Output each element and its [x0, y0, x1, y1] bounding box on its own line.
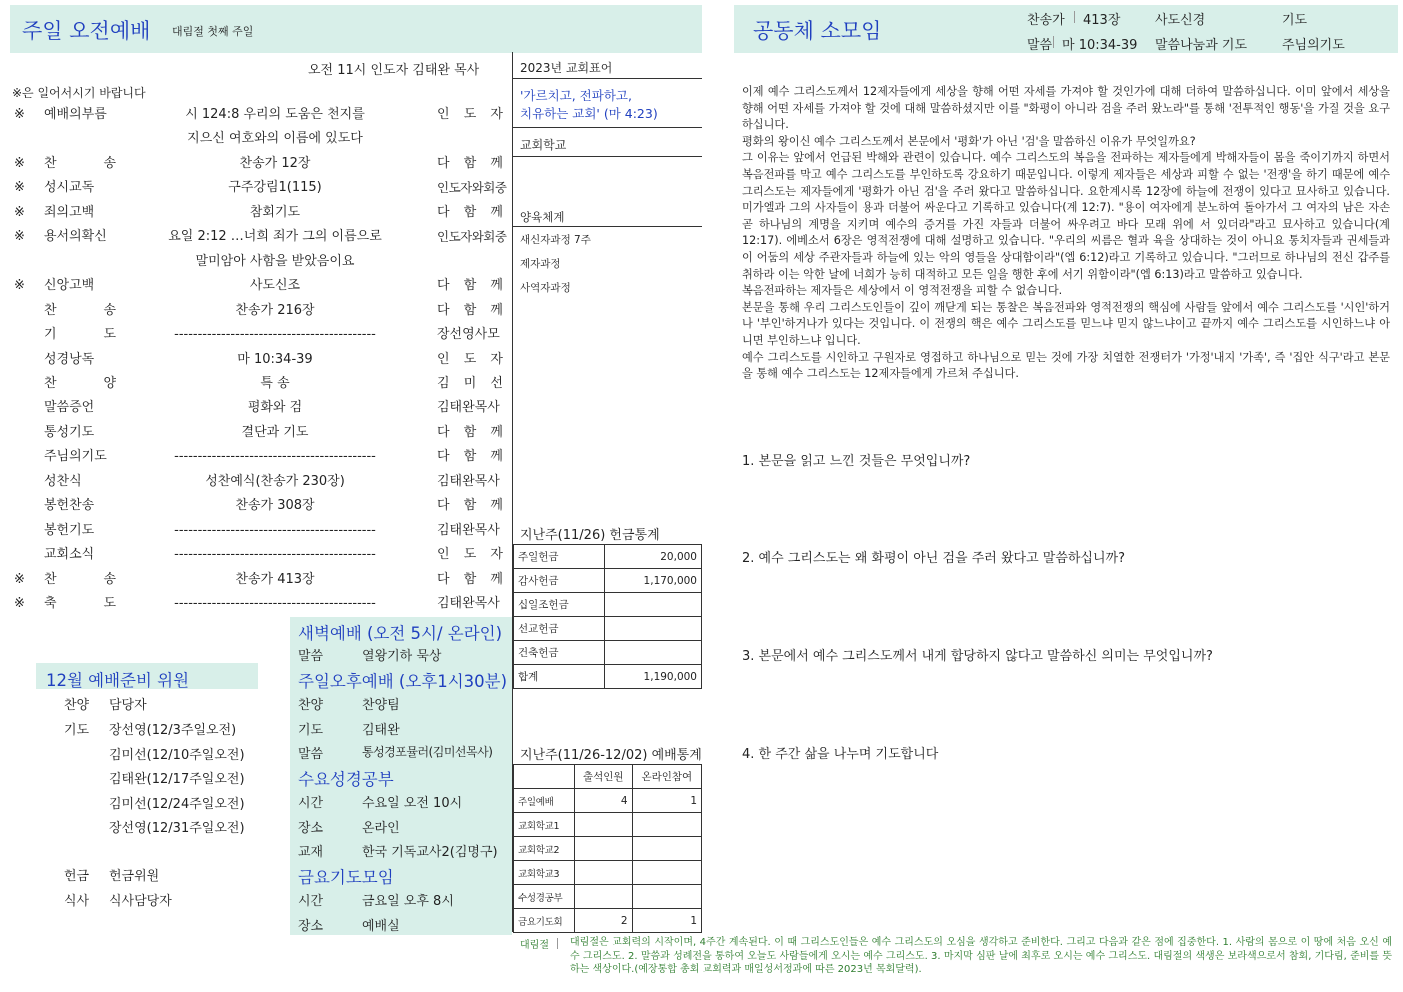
order-item-name: 기 도: [44, 327, 116, 343]
attendance-category: 금요기도회: [514, 909, 575, 933]
question-3: 3. 본문에서 예수 그리스도께서 내게 합당하지 않다고 말씀하신 의미는 무엇입니까?: [742, 649, 1213, 664]
offering-amount: 1,190,000: [605, 665, 702, 689]
training-item-3: 사역자과정: [520, 282, 571, 294]
order-item-leader: 인 도 자: [437, 107, 503, 122]
afternoon-row-label: 찬양: [298, 698, 324, 713]
header-hymn-value: 413장: [1083, 13, 1121, 28]
advent-text: 대림절은 교회력의 시작이며, 4주간 계속된다. 이 때 그리스도인들은 예수 그리스도의 오심을 생각하고 준비한다. 그리고 다음과 같은 점에 집중한다. 1. 사람의 몸으로 이 땅에 처음 오신 예수 그리스도. 2. 말씀과 성례전을 통하여 오늘도 사람들에게 오시는 예수 그리스도. 3. 마지막 심판 날에 최후로 오시는 예수 그리스도. 대림절의 색생은 보라색으로서 참회, 기다림, 준비를 뜻하는 색상이다.(예장통합 총회 교회력과 매일성서정과에 따른 2023년 목회달력).: [570, 937, 1392, 975]
question-4: 4. 한 주간 삶을 나누며 기도합니다: [742, 747, 939, 762]
order-row: [0, 421, 510, 445]
order-item-content: 요일 2:12 …너희 죄가 그의 이름으로: [168, 229, 382, 245]
header-word-label: 말씀: [1027, 38, 1053, 53]
page-subtitle: 대림절 첫째 주일: [172, 25, 254, 38]
order-item-content: 구주강림1(115): [228, 180, 322, 196]
order-row: [0, 299, 510, 323]
order-row: [0, 323, 510, 347]
friday-row-label: 장소: [298, 918, 324, 934]
friday-title: 금요기도모임: [298, 868, 394, 887]
order-row: [0, 152, 510, 176]
offering-amount: 20,000: [605, 545, 702, 569]
attendance-count: [632, 885, 701, 909]
school-label: 교회학교: [520, 138, 567, 152]
attendance-count: [575, 813, 633, 837]
training-label: 양육체계: [520, 210, 565, 224]
header-creed: 사도신경: [1155, 13, 1206, 28]
wednesday-row-label: 시간: [298, 796, 324, 811]
attendance-row: [514, 813, 702, 837]
order-row: [0, 250, 510, 274]
order-item-leader: 김태완목사: [437, 400, 500, 416]
stand-mark: ※: [14, 596, 25, 611]
school-rule: [513, 156, 702, 157]
order-row: [0, 494, 510, 518]
attendance-count: 4: [575, 789, 633, 813]
attendance-header: 온라인참여: [632, 765, 701, 789]
header-sharing: 말씀나눔과 기도: [1155, 38, 1248, 53]
order-item-content: 결단과 기도: [241, 424, 309, 440]
order-row: [0, 348, 510, 372]
order-item-name: 교회소식: [44, 547, 95, 563]
order-row: [0, 396, 510, 420]
training-item-1: 새신자과정 7주: [520, 234, 591, 246]
order-item-leader: 다 함 께: [437, 424, 503, 440]
order-item-content: 특 송: [260, 375, 290, 391]
offering-row: [514, 545, 702, 569]
order-row: [0, 274, 510, 298]
offering-row: [514, 665, 702, 689]
offering-table: [513, 544, 702, 689]
order-item-content: 참회기도: [249, 204, 301, 220]
training-rule: [513, 226, 702, 227]
afternoon-row-value: 통성경포뮬러(김미선목사): [362, 745, 493, 759]
order-item-leader: 다 함 께: [437, 155, 503, 171]
order-item-leader: 다 함 께: [437, 302, 503, 318]
offering-row: [514, 617, 702, 641]
order-of-worship: [0, 103, 510, 613]
order-item-name: 봉헌찬송: [44, 498, 95, 514]
order-item-content: -------------------------------------------: [174, 522, 376, 538]
sermon-paragraph: 평화의 왕이신 예수 그리스도께서 본문에서 '평화'가 아닌 '검'을 말씀하신 이유가 무엇일까요?: [742, 134, 1196, 148]
order-item-leader: 다 함 께: [437, 498, 503, 514]
order-item-name: 말씀증언: [44, 400, 95, 416]
attendance-count: [632, 837, 701, 861]
attendance-count: 2: [575, 909, 633, 933]
wednesday-row-label: 교재: [298, 845, 324, 860]
order-item-content: 성찬예식(찬송가 230장): [205, 473, 345, 489]
afternoon-row-value: 찬양팀: [362, 698, 400, 713]
attendance-header-row: [514, 765, 702, 789]
service-info: 오전 11시 인도자 김태완 목사: [308, 63, 480, 78]
attendance-category: 교회학교3: [514, 861, 575, 885]
question-2: 2. 예수 그리스도는 왜 화평이 아닌 검을 주러 왔다고 말씀하십니까?: [742, 551, 1126, 566]
order-item-name: 축 도: [44, 596, 116, 611]
committee-prayer-item: 김미선(12/24주일오전): [109, 796, 245, 812]
order-item-content: 찬송가 308장: [235, 498, 315, 514]
attendance-count: [575, 885, 633, 909]
committee-meal-label: 식사: [64, 894, 90, 909]
order-row: [0, 445, 510, 469]
order-item-content: 지으신 여호와의 이름에 있도다: [187, 131, 363, 147]
order-item-content: 평화와 검: [247, 400, 303, 416]
stand-mark: ※: [14, 204, 25, 220]
order-row: [0, 592, 510, 616]
attendance-row: [514, 861, 702, 885]
order-item-leader: 다 함 께: [437, 278, 503, 294]
order-item-name: 성경낭독: [44, 351, 95, 367]
afternoon-row-value: 김태완: [362, 722, 400, 738]
attendance-row: [514, 789, 702, 813]
order-item-name: 죄의고백: [44, 204, 95, 220]
order-item-content: -------------------------------------------: [174, 596, 376, 611]
wednesday-row-value: 온라인: [362, 820, 400, 836]
attendance-count: [575, 861, 633, 885]
offering-category: 건축헌금: [514, 641, 605, 665]
wednesday-row-label: 장소: [298, 820, 324, 836]
order-item-name: 찬 양: [44, 375, 116, 391]
order-row: [0, 127, 510, 151]
order-item-name: 신앙고백: [44, 278, 95, 294]
committee-praise-value: 담당자: [109, 698, 147, 713]
committee-prayer-item: 장선영(12/31주일오전): [109, 821, 245, 836]
order-item-name: 예배의부름: [44, 107, 107, 122]
committee-offering-label: 헌금: [64, 869, 90, 884]
order-item-name: 성시교독: [44, 180, 95, 196]
training-item-2: 제자과정: [520, 258, 561, 270]
order-row: [0, 103, 510, 127]
stand-mark: ※: [14, 180, 25, 196]
attendance-header: 출석인원: [575, 765, 633, 789]
order-item-leader: 장선영사모: [437, 327, 500, 343]
question-1: 1. 본문을 읽고 느낀 것들은 무엇입니까?: [742, 454, 971, 469]
order-item-leader: 다 함 께: [437, 449, 503, 465]
order-item-name: 통성기도: [44, 424, 95, 440]
attendance-header: [514, 765, 575, 789]
header-divider-2: [1053, 36, 1054, 48]
attendance-count: [632, 861, 701, 885]
afternoon-row-label: 기도: [298, 722, 324, 738]
order-item-content: 말미암아 사함을 받았음이요: [195, 253, 355, 269]
attendance-category: 주일예배: [514, 789, 575, 813]
dawn-label: 말씀: [298, 649, 324, 664]
order-item-content: 찬송가 413장: [235, 571, 315, 587]
order-item-leader: 인도자와회중: [437, 180, 507, 196]
order-item-content: -------------------------------------------: [174, 327, 376, 343]
sermon-paragraph: 이제 예수 그리스도께서 12제자들에게 세상을 향해 어떤 자세를 가져야 할 것인가에 대해 더하여 말씀하십니다. 이미 앞에서 세상을 향해 어떤 자세를 가져야 할 것에 대해 말씀하셨지만 이를 "화평이 아니라 검을 주러 왔노라"를 통해 '전투적인 행동'을 가질 것을 요구하십니다.: [742, 85, 1390, 132]
sermon-paragraph: 그 이유는 앞에서 언급된 박해와 관련이 있습니다. 예수 그리스도의 복음을 전파하는 제자들에게 박해자들이 몸을 죽이기까지 하면서 복음전파를 막고 예수 그리스도를 부인하도록 강요하기 때문입니다. 이렇게 제자들은 세상과 피할 수 없는 '전쟁'을 하기 때문에 예수 그리스도는 제자들에게 '평화가 아닌 검'을 주러 왔다고 말씀하십니다. 요한계시록 12장에 하늘에 전쟁이 있다고 묘사하고 있습니다. 미가엘과 그의 사자들이 용과 더불어 싸운다고 기록하고 있습니다(계 12:7). "용이 여자에게 분노하여 돌아가서 그 여자의 남은 자손 곧 하나님의 계명을 지키며 예수의 증거를 가진 자들과 더불어 싸우려고 바다 모래 위에 서 있더라"라고 묘사하고 있습니다(계 12:17). 에베소서 6장은 영적전쟁에 대해 설명하고 있습니다. "우리의 씨름은 혈과 육을 상대하는 것이 아니요 통치자들과 권세들과 이 어둠의 세상 주관자들과 하늘에 있는 악의 영들을 상대함이라"(엡 6:12)라고 기록하고 있습니다. "그러므로 하나님의 전신 갑주를 취하라 이는 악한 날에 너희가 능히 대적하고 모든 일을 행한 후에 서기 위함이라"(엡 6:13)라고 말씀하고 있습니다.: [742, 151, 1390, 281]
committee-praise-label: 찬양: [64, 698, 90, 713]
order-item-content: 시 124:8 우리의 도움은 천지를: [185, 107, 365, 122]
header-lords-prayer: 주님의기도: [1282, 38, 1345, 53]
stand-mark: ※: [14, 278, 25, 294]
stand-mark: ※: [14, 229, 25, 245]
order-item-name: 찬 송: [44, 155, 116, 171]
order-row: [0, 543, 510, 567]
motto-line-1: '가르치고, 전파하고,: [520, 88, 632, 103]
friday-row-label: 시간: [298, 894, 324, 909]
motto-rule: [513, 78, 702, 79]
header-hymn-label: 찬송가: [1027, 13, 1065, 28]
order-item-content: 마 10:34-39: [237, 351, 313, 367]
attendance-count: [632, 813, 701, 837]
advent-label: 대림절: [520, 940, 549, 951]
attendance-category: 수성경공부: [514, 885, 575, 909]
committee-prayer-item: 김태완(12/17주일오전): [109, 772, 245, 787]
order-row: [0, 225, 510, 249]
order-item-name: 용서의확신: [44, 229, 107, 245]
stand-mark: ※: [14, 155, 25, 171]
offering-row: [514, 569, 702, 593]
header-divider: [1074, 11, 1075, 23]
offering-amount: 1,170,000: [605, 569, 702, 593]
offering-amount: [605, 593, 702, 617]
order-item-name: 주님의기도: [44, 449, 107, 465]
order-item-content: -------------------------------------------: [174, 547, 376, 563]
attendance-category: 교회학교1: [514, 813, 575, 837]
committee-prayer-item: 장선영(12/3주일오전): [109, 723, 237, 738]
order-item-content: -------------------------------------------: [174, 449, 376, 465]
committee-title: 12월 예배준비 위원: [46, 671, 190, 690]
stand-note: ※은 일어서시기 바랍니다: [12, 86, 146, 100]
motto-rule-2: [513, 127, 702, 128]
committee-offering-value: 헌금위원: [109, 869, 160, 884]
friday-row-value: 금요일 오후 8시: [362, 894, 454, 909]
offering-title: 지난주(11/26) 헌금통계: [520, 528, 660, 543]
order-item-leader: 김태완목사: [437, 473, 500, 489]
offering-category: 감사헌금: [514, 569, 605, 593]
dawn-value: 열왕기하 묵상: [362, 649, 442, 664]
stand-mark: ※: [14, 571, 25, 587]
offering-category: 십일조헌금: [514, 593, 605, 617]
offering-amount: [605, 641, 702, 665]
order-item-leader: 김태완목사: [437, 522, 500, 538]
offering-category: 합계: [514, 665, 605, 689]
motto-line-2: 치유하는 교회' (마 4:23): [520, 106, 658, 121]
order-row: [0, 176, 510, 200]
order-item-name: 찬 송: [44, 302, 116, 318]
order-item-leader: 김 미 선: [437, 375, 503, 391]
sermon-paragraph: 본문을 통해 우리 그리스도인들이 깊이 깨닫게 되는 통찰은 복음전파와 영적전쟁의 핵심에 사람들 앞에서 예수 그리스도를 '시인'하거나 '부인'하거나가 있다는 것입니다. 이 전쟁의 핵은 예수 그리스도를 믿느냐 믿지 않느냐이고 끝까지 예수 그리스도를 시인하느냐 아니면 부인하느냐 입니다.: [742, 300, 1390, 347]
offering-category: 주일헌금: [514, 545, 605, 569]
sermon-text: [742, 84, 1390, 383]
offering-category: 선교헌금: [514, 617, 605, 641]
order-row: [0, 519, 510, 543]
order-row: [0, 201, 510, 225]
attendance-count: [575, 837, 633, 861]
page-title: 주일 오전예배: [22, 19, 151, 43]
header-prayer: 기도: [1282, 13, 1308, 28]
order-item-name: 봉헌기도: [44, 522, 95, 538]
stand-mark: ※: [14, 107, 25, 122]
header-word-value: 마 10:34-39: [1062, 38, 1138, 53]
order-item-leader: 김태완목사: [437, 596, 500, 611]
order-item-leader: 인도자와회중: [437, 229, 507, 245]
offering-row: [514, 641, 702, 665]
order-item-leader: 다 함 께: [437, 204, 503, 220]
afternoon-title: 주일오후예배 (오후1시30분): [298, 672, 508, 691]
attendance-title: 지난주(11/26-12/02) 예배통계: [520, 748, 702, 763]
dawn-title: 새벽예배 (오전 5시/ 온라인): [298, 624, 503, 643]
attendance-table: [513, 764, 702, 933]
wednesday-row-value: 한국 기독교사2(김명구): [362, 845, 498, 860]
wednesday-row-value: 수요일 오전 10시: [362, 796, 463, 811]
order-row: [0, 568, 510, 592]
order-item-name: 찬 송: [44, 571, 116, 587]
committee-meal-value: 식사담당자: [109, 894, 172, 909]
order-row: [0, 372, 510, 396]
motto-label: 2023년 교회표어: [520, 61, 613, 75]
wednesday-title: 수요성경공부: [298, 770, 394, 789]
order-item-content: 찬송가 216장: [235, 302, 315, 318]
afternoon-row-label: 말씀: [298, 747, 324, 762]
order-row: [0, 470, 510, 494]
advent-divider: [557, 938, 558, 949]
attendance-category: 교회학교2: [514, 837, 575, 861]
right-header-title: 공동체 소모임: [753, 19, 882, 43]
attendance-row: [514, 837, 702, 861]
attendance-row: [514, 885, 702, 909]
offering-row: [514, 593, 702, 617]
order-item-leader: 인 도 자: [437, 351, 503, 367]
committee-prayer-item: 김미선(12/10주일오전): [109, 747, 245, 763]
sermon-paragraph: 복음전파하는 제자들은 세상에서 이 영적전쟁을 피할 수 없습니다.: [742, 284, 1063, 298]
order-item-content: 사도신조: [249, 278, 301, 294]
order-item-content: 찬송가 12장: [239, 155, 311, 171]
order-item-leader: 인 도 자: [437, 547, 503, 563]
sermon-paragraph: 예수 그리스도를 시인하고 구원자로 영접하고 하나님으로 믿는 것에 가장 치열한 전쟁터가 '가정'내지 '가족', 즉 '집안 식구'라고 본문을 통해 예수 그리스도는 12제자들에게 가르쳐 주십니다.: [742, 350, 1390, 381]
attendance-row: [514, 909, 702, 933]
order-item-name: 성찬식: [44, 473, 82, 489]
order-item-leader: 다 함 께: [437, 571, 503, 587]
offering-amount: [605, 617, 702, 641]
committee-prayer-label: 기도: [64, 723, 90, 738]
attendance-count: 1: [632, 789, 701, 813]
attendance-count: 1: [632, 909, 701, 933]
friday-row-value: 예배실: [362, 918, 400, 934]
